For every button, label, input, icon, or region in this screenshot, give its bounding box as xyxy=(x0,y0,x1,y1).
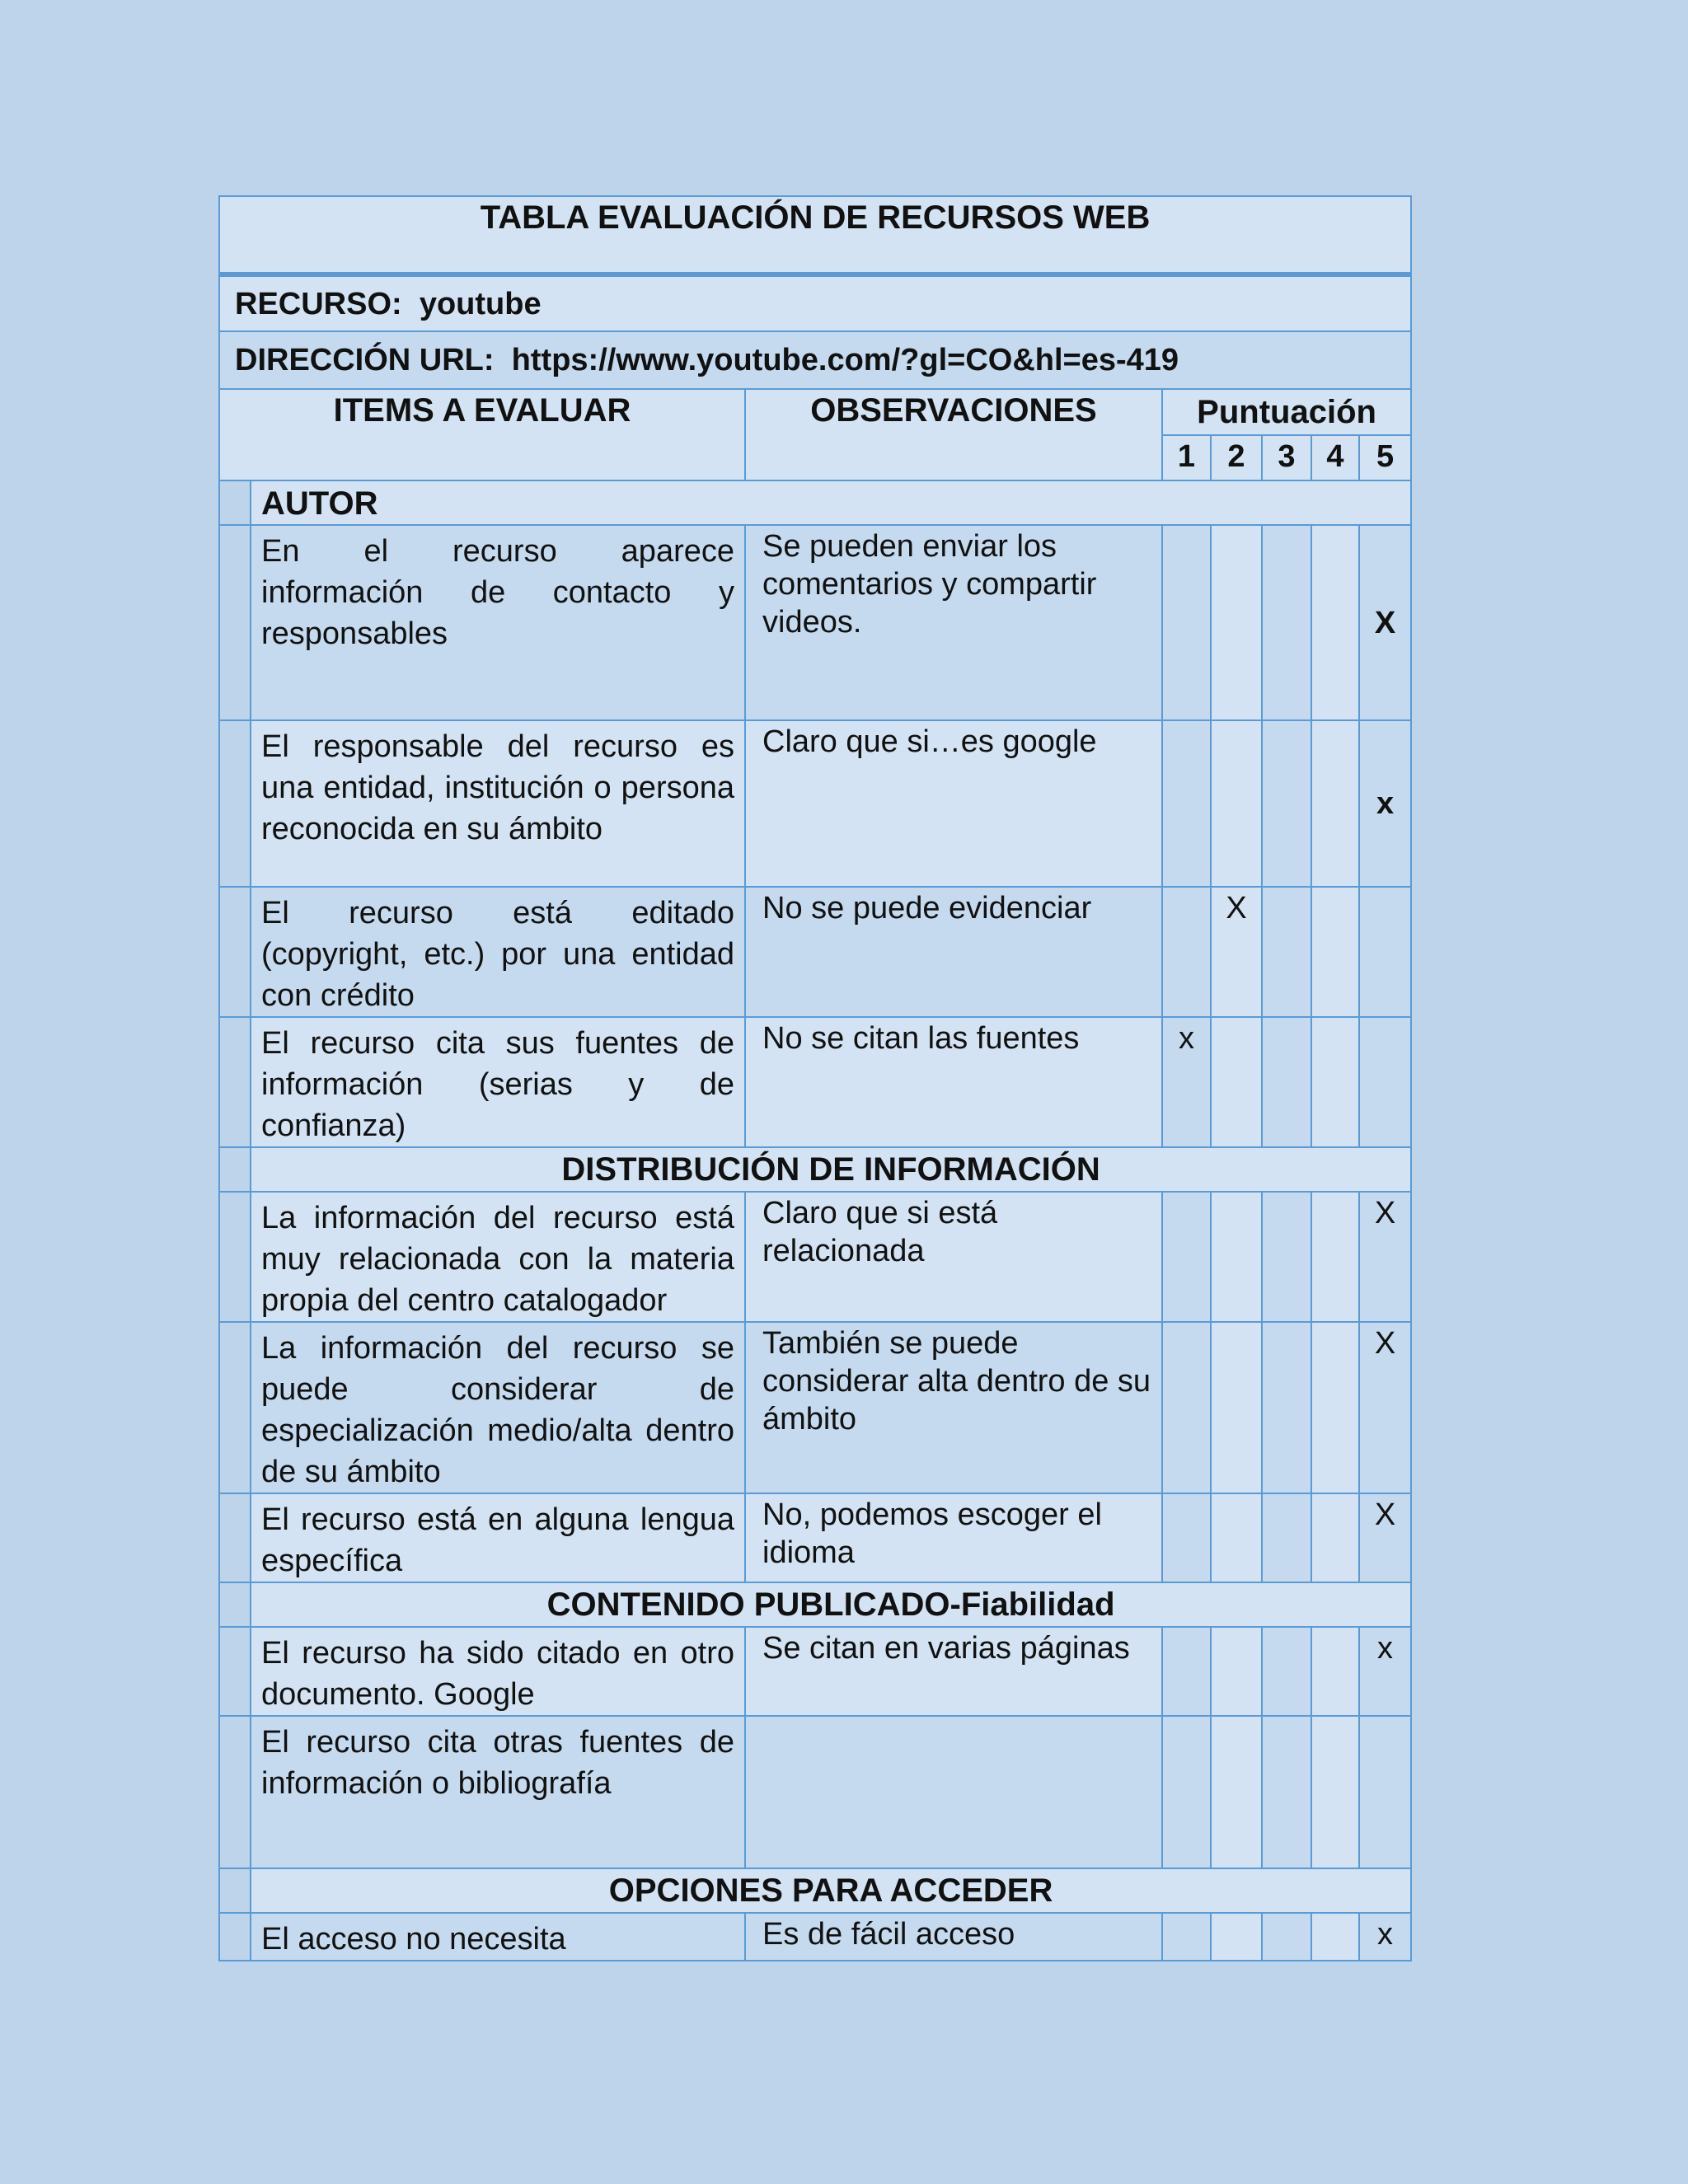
evaluation-row xyxy=(219,1493,1411,1582)
item-text: El responsable del recurso es una entidad, institución o persona reconocida en su ámbito xyxy=(251,720,745,887)
section-row xyxy=(219,1868,1411,1913)
score-cell-3 xyxy=(1262,887,1311,1017)
evaluation-row xyxy=(219,1017,1411,1147)
resource-cell xyxy=(219,274,1411,331)
score-cell-4 xyxy=(1311,525,1359,720)
item-text: La información del recurso está muy relacionada con la materia propia del centro catalogador xyxy=(251,1192,745,1322)
resource-row xyxy=(219,274,1411,331)
table-gutter xyxy=(219,1716,251,1868)
score-cell-4 xyxy=(1311,1322,1359,1493)
evaluation-row xyxy=(219,1322,1411,1493)
score-cell-5 xyxy=(1359,1627,1411,1716)
score-cell-3 xyxy=(1262,1716,1311,1868)
score-level: 5 xyxy=(1359,435,1411,480)
observation-text: Se citan en varias páginas xyxy=(745,1627,1162,1716)
evaluation-table xyxy=(218,195,1412,1961)
observation-text: También se puede considerar alta dentro de su ámbito xyxy=(745,1322,1162,1493)
evaluation-row xyxy=(219,1627,1411,1716)
score-cell-5 xyxy=(1359,1716,1411,1868)
score-cell-3 xyxy=(1262,1192,1311,1322)
score-cell-3 xyxy=(1262,1493,1311,1582)
score-mark: X xyxy=(1374,605,1396,640)
evaluation-row xyxy=(219,887,1411,1017)
score-level: 1 xyxy=(1162,435,1211,480)
score-cell-4 xyxy=(1311,1493,1359,1582)
table-gutter xyxy=(219,1493,251,1582)
observation-text: Es de fácil acceso xyxy=(745,1913,1162,1961)
section-row xyxy=(219,1582,1411,1627)
score-cell-4 xyxy=(1311,1716,1359,1868)
url-label: DIRECCIÓN URL: xyxy=(235,343,495,377)
score-cell-1 xyxy=(1162,1716,1211,1868)
title-row xyxy=(219,196,1411,274)
score-cell-1 xyxy=(1162,720,1211,887)
table-gutter xyxy=(219,1322,251,1493)
score-cell-3 xyxy=(1262,525,1311,720)
score-cell-1 xyxy=(1162,1017,1211,1147)
table-gutter xyxy=(219,1868,251,1913)
score-level: 2 xyxy=(1211,435,1262,480)
score-level: 4 xyxy=(1311,435,1359,480)
table-gutter xyxy=(219,1627,251,1716)
score-cell-1 xyxy=(1162,525,1211,720)
item-text: En el recurso aparece información de contacto y responsables xyxy=(251,525,745,720)
item-text: El recurso cita sus fuentes de información (serias y de confianza) xyxy=(251,1017,745,1147)
resource-label: RECURSO: xyxy=(235,286,402,321)
item-text: La información del recurso se puede considerar de especialización medio/alta dentro de su ámbito xyxy=(251,1322,745,1493)
score-cell-5 xyxy=(1359,1322,1411,1493)
score-cell-5 xyxy=(1359,1493,1411,1582)
score-cell-2 xyxy=(1211,1913,1262,1961)
evaluation-row xyxy=(219,1192,1411,1322)
observation-text: No se citan las fuentes xyxy=(745,1017,1162,1147)
resource-value: youtube xyxy=(419,286,542,321)
evaluation-row xyxy=(219,525,1411,720)
score-cell-5 xyxy=(1359,1913,1411,1961)
score-cell-2 xyxy=(1211,1017,1262,1147)
score-cell-2 xyxy=(1211,720,1262,887)
score-cell-1 xyxy=(1162,1913,1211,1961)
table-body xyxy=(219,196,1411,1961)
score-level: 3 xyxy=(1262,435,1311,480)
observation-text: Se pueden enviar los comentarios y compartir videos. xyxy=(745,525,1162,720)
section-row xyxy=(219,480,1411,525)
score-cell-1 xyxy=(1162,1192,1211,1322)
score-cell-3 xyxy=(1262,1322,1311,1493)
score-mark: x xyxy=(1377,1631,1394,1666)
score-cell-3 xyxy=(1262,1913,1311,1961)
evaluation-row xyxy=(219,1913,1411,1961)
observation-text: Claro que si…es google xyxy=(745,720,1162,887)
section-title: CONTENIDO PUBLICADO-Fiabilidad xyxy=(251,1582,1411,1627)
score-cell-2 xyxy=(1211,525,1262,720)
score-cell-1 xyxy=(1162,1322,1211,1493)
score-cell-5 xyxy=(1359,1017,1411,1147)
observation-text: Claro que si está relacionada xyxy=(745,1192,1162,1322)
score-mark: X xyxy=(1374,1196,1396,1230)
url-cell xyxy=(219,331,1411,389)
table-gutter xyxy=(219,1192,251,1322)
score-cell-4 xyxy=(1311,1913,1359,1961)
items-header: ITEMS A EVALUAR xyxy=(219,389,745,480)
score-cell-3 xyxy=(1262,1017,1311,1147)
score-header: Puntuación xyxy=(1162,389,1411,435)
table-gutter xyxy=(219,525,251,720)
score-cell-4 xyxy=(1311,1192,1359,1322)
header-row xyxy=(219,389,1411,435)
score-cell-2 xyxy=(1211,1493,1262,1582)
score-cell-2 xyxy=(1211,1627,1262,1716)
score-mark: x xyxy=(1179,1021,1194,1056)
table-gutter xyxy=(219,1913,251,1961)
score-cell-1 xyxy=(1162,887,1211,1017)
item-text: El recurso ha sido citado en otro documento. Google xyxy=(251,1627,745,1716)
score-mark: X xyxy=(1226,891,1247,926)
table-gutter xyxy=(219,480,251,525)
item-text: El recurso está editado (copyright, etc.) por una entidad con crédito xyxy=(251,887,745,1017)
score-mark: X xyxy=(1374,1326,1396,1361)
score-cell-2 xyxy=(1211,1192,1262,1322)
evaluation-row xyxy=(219,720,1411,887)
score-cell-5 xyxy=(1359,720,1411,887)
url-row xyxy=(219,331,1411,389)
table-gutter xyxy=(219,1147,251,1192)
score-cell-2 xyxy=(1211,1716,1262,1868)
score-cell-2 xyxy=(1211,887,1262,1017)
score-cell-3 xyxy=(1262,720,1311,887)
score-cell-2 xyxy=(1211,1322,1262,1493)
table-gutter xyxy=(219,1017,251,1147)
score-mark: X xyxy=(1374,1497,1396,1532)
observation-text: No se puede evidenciar xyxy=(745,887,1162,1017)
section-title: OPCIONES PARA ACCEDER xyxy=(251,1868,1411,1913)
score-cell-5 xyxy=(1359,1192,1411,1322)
section-title: AUTOR xyxy=(251,480,1411,525)
score-cell-4 xyxy=(1311,887,1359,1017)
score-cell-4 xyxy=(1311,720,1359,887)
score-mark: x xyxy=(1376,786,1395,821)
observation-text: No, podemos escoger el idioma xyxy=(745,1493,1162,1582)
observation-text xyxy=(745,1716,1162,1868)
score-cell-1 xyxy=(1162,1627,1211,1716)
section-title: DISTRIBUCIÓN DE INFORMACIÓN xyxy=(251,1147,1411,1192)
observations-header: OBSERVACIONES xyxy=(745,389,1162,480)
table-gutter xyxy=(219,887,251,1017)
table-title: TABLA EVALUACIÓN DE RECURSOS WEB xyxy=(219,196,1411,274)
evaluation-row xyxy=(219,1716,1411,1868)
score-cell-3 xyxy=(1262,1627,1311,1716)
score-cell-5 xyxy=(1359,887,1411,1017)
score-cell-1 xyxy=(1162,1493,1211,1582)
item-text: El acceso no necesita xyxy=(251,1913,745,1961)
score-mark: x xyxy=(1377,1917,1394,1952)
score-cell-4 xyxy=(1311,1627,1359,1716)
table-gutter xyxy=(219,720,251,887)
table-gutter xyxy=(219,1582,251,1627)
item-text: El recurso está en alguna lengua específica xyxy=(251,1493,745,1582)
score-cell-5 xyxy=(1359,525,1411,720)
score-cell-4 xyxy=(1311,1017,1359,1147)
item-text: El recurso cita otras fuentes de información o bibliografía xyxy=(251,1716,745,1868)
url-value: https://www.youtube.com/?gl=CO&hl=es-419 xyxy=(511,343,1179,377)
section-row xyxy=(219,1147,1411,1192)
